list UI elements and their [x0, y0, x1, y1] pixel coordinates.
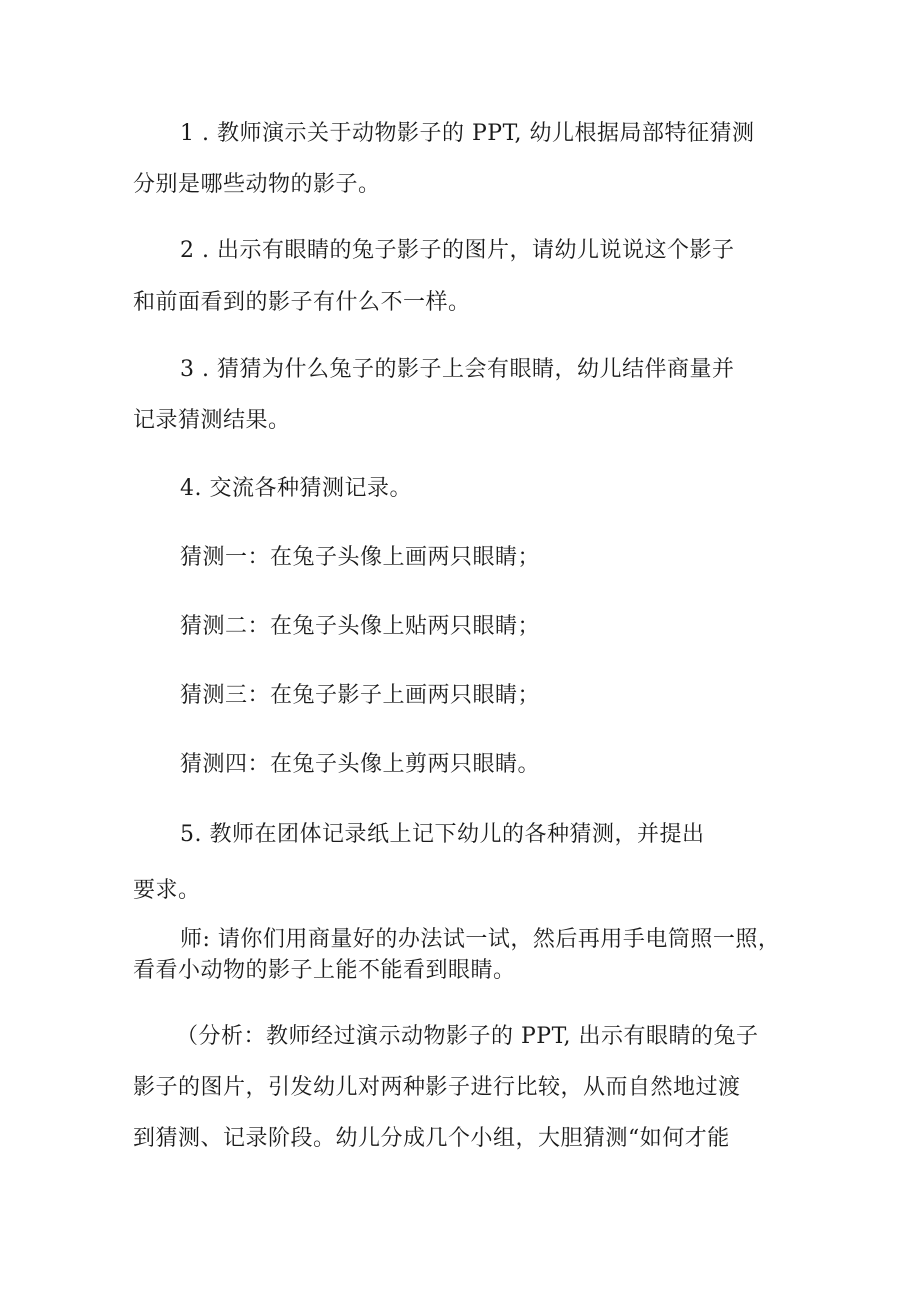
paragraph-3-line-1: 3 . 猜猜为什么兔子的影子上会有眼睛，幼儿结伴商量并: [180, 357, 735, 382]
paragraph-5-line-2: 要求。: [133, 878, 201, 903]
guess-4: 猜测四：在兔子头像上剪两只眼睛。: [180, 752, 541, 777]
guess-3: 猜测三：在兔子影子上画两只眼睛；: [180, 683, 541, 708]
guess-1: 猜测一：在兔子头像上画两只眼睛；: [180, 545, 541, 570]
analysis-line-3: 到猜测、记录阶段。幼儿分成几个小组，大胆猜测“如何才能: [133, 1126, 730, 1151]
guess-2: 猜测二：在兔子头像上贴两只眼睛；: [180, 614, 541, 639]
analysis-line-2: 影子的图片，引发幼儿对两种影子进行比较，从而自然地过渡: [133, 1075, 741, 1100]
paragraph-2-line-2: 和前面看到的影子有什么不一样。: [133, 290, 471, 315]
paragraph-1-line-1: 1 . 教师演示关于动物影子的 PPT, 幼儿根据局部特征猜测: [180, 121, 755, 146]
paragraph-5-line-1: 5. 教师在团体记录纸上记下幼儿的各种猜测，并提出: [180, 822, 705, 847]
paragraph-4: 4. 交流各种猜测记录。: [180, 476, 412, 501]
paragraph-1-line-2: 分别是哪些动物的影子。: [133, 172, 381, 197]
paragraph-3-line-2: 记录猜测结果。: [133, 408, 291, 433]
analysis-line-1: （分析：教师经过演示动物影子的 PPT, 出示有眼睛的兔子: [176, 1024, 759, 1049]
teacher-line-2: 看看小动物的影子上能不能看到眼睛。: [133, 958, 516, 983]
paragraph-2-line-1: 2 . 出示有眼睛的兔子影子的图片，请幼儿说说这个影子: [180, 238, 735, 263]
teacher-line-1: 师: 请你们用商量好的办法试一试，然后再用手电筒照一照，: [180, 927, 781, 952]
